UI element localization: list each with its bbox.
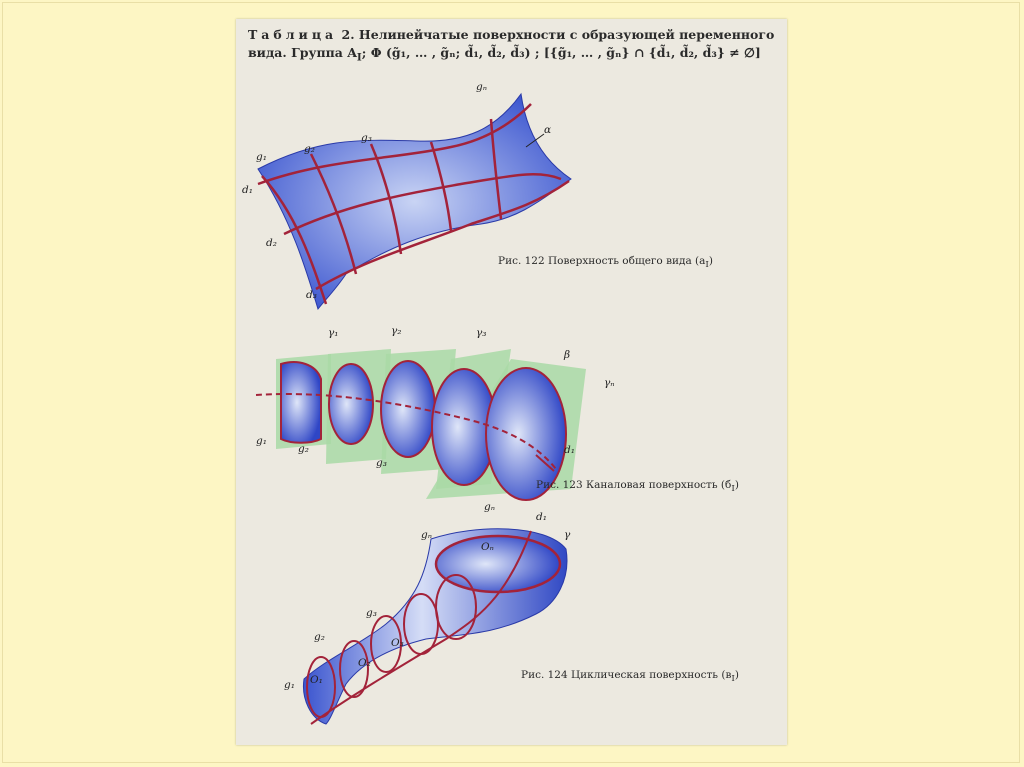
figure-124-drawing: [303, 529, 567, 724]
header-formula: ; Φ (g̃₁, … , g̃ₙ; d̃₁, d̃₂, d̃₃) ; [{g̃₁, … , g̃ₙ} ∩ {d̃₁, d̃₂, d̃₃} ≠ ∅]: [361, 45, 761, 60]
caption-fig122-end: ): [708, 255, 713, 267]
label-d1-fig122: d₁: [242, 184, 253, 196]
label-gamma: γ: [564, 529, 571, 541]
caption-fig122: [498, 255, 713, 270]
caption-fig124-text: Рис. 124 Циклическая поверхность (в: [521, 669, 732, 681]
label-g1-fig124: g₁: [284, 679, 295, 691]
label-gn-fig123: gₙ: [484, 501, 495, 513]
caption-fig123-end: ): [734, 479, 739, 491]
label-d2-fig122: d₂: [266, 237, 277, 249]
figure-123-drawing: [256, 349, 586, 500]
label-beta: β: [564, 349, 571, 361]
caption-fig124-end: ): [734, 669, 739, 681]
label-g2-fig123: g₂: [298, 443, 309, 455]
label-alpha: α: [544, 124, 552, 136]
header-title-word: Таблица: [248, 27, 338, 42]
header-line2-text: вида. Группа A: [248, 45, 357, 60]
caption-fig123-sub: I: [731, 484, 735, 495]
caption-fig124-sub: I: [731, 674, 735, 685]
label-g3-fig123: g₃: [376, 457, 387, 469]
label-d3-fig122: d₃: [306, 289, 317, 301]
label-gamma1: γ₁: [328, 327, 339, 339]
label-gamma2: γ₂: [391, 325, 402, 337]
caption-fig123: [536, 479, 739, 494]
label-g3-fig124: g₃: [366, 607, 377, 619]
label-g2-fig122: g₂: [304, 143, 315, 155]
caption-fig122-sub: I: [705, 260, 709, 271]
label-gamma3: γ₃: [476, 327, 487, 339]
label-g1-fig123: g₁: [256, 435, 267, 447]
label-gn-fig124: gₙ: [421, 529, 432, 541]
label-O3: O₃: [391, 637, 404, 649]
label-g2-fig124: g₂: [314, 631, 325, 643]
label-On: Oₙ: [481, 541, 494, 553]
label-gn-fig122: gₙ: [476, 81, 487, 93]
label-O1: O₁: [310, 674, 323, 686]
caption-fig122-text: Рис. 122 Поверхность общего вида (a: [498, 255, 706, 267]
label-g3-fig122: g₃: [361, 132, 372, 144]
label-d1-fig123: d₁: [564, 444, 575, 456]
textbook-page: [236, 19, 787, 745]
surface-alpha: [258, 94, 571, 309]
header-line1-rest: 2. Нелинейчатые поверхности с образующей переменного: [341, 27, 775, 42]
caption-fig123-text: Рис. 123 Каналовая поверхность (б: [536, 479, 732, 491]
header-line2-sub: I: [356, 51, 362, 64]
label-g1-fig122: g₁: [256, 151, 267, 163]
caption-fig124: [521, 669, 739, 684]
label-O2: O₂: [358, 657, 371, 669]
label-gamman: γₙ: [604, 377, 615, 389]
label-d1-fig124: d₁: [536, 511, 547, 523]
